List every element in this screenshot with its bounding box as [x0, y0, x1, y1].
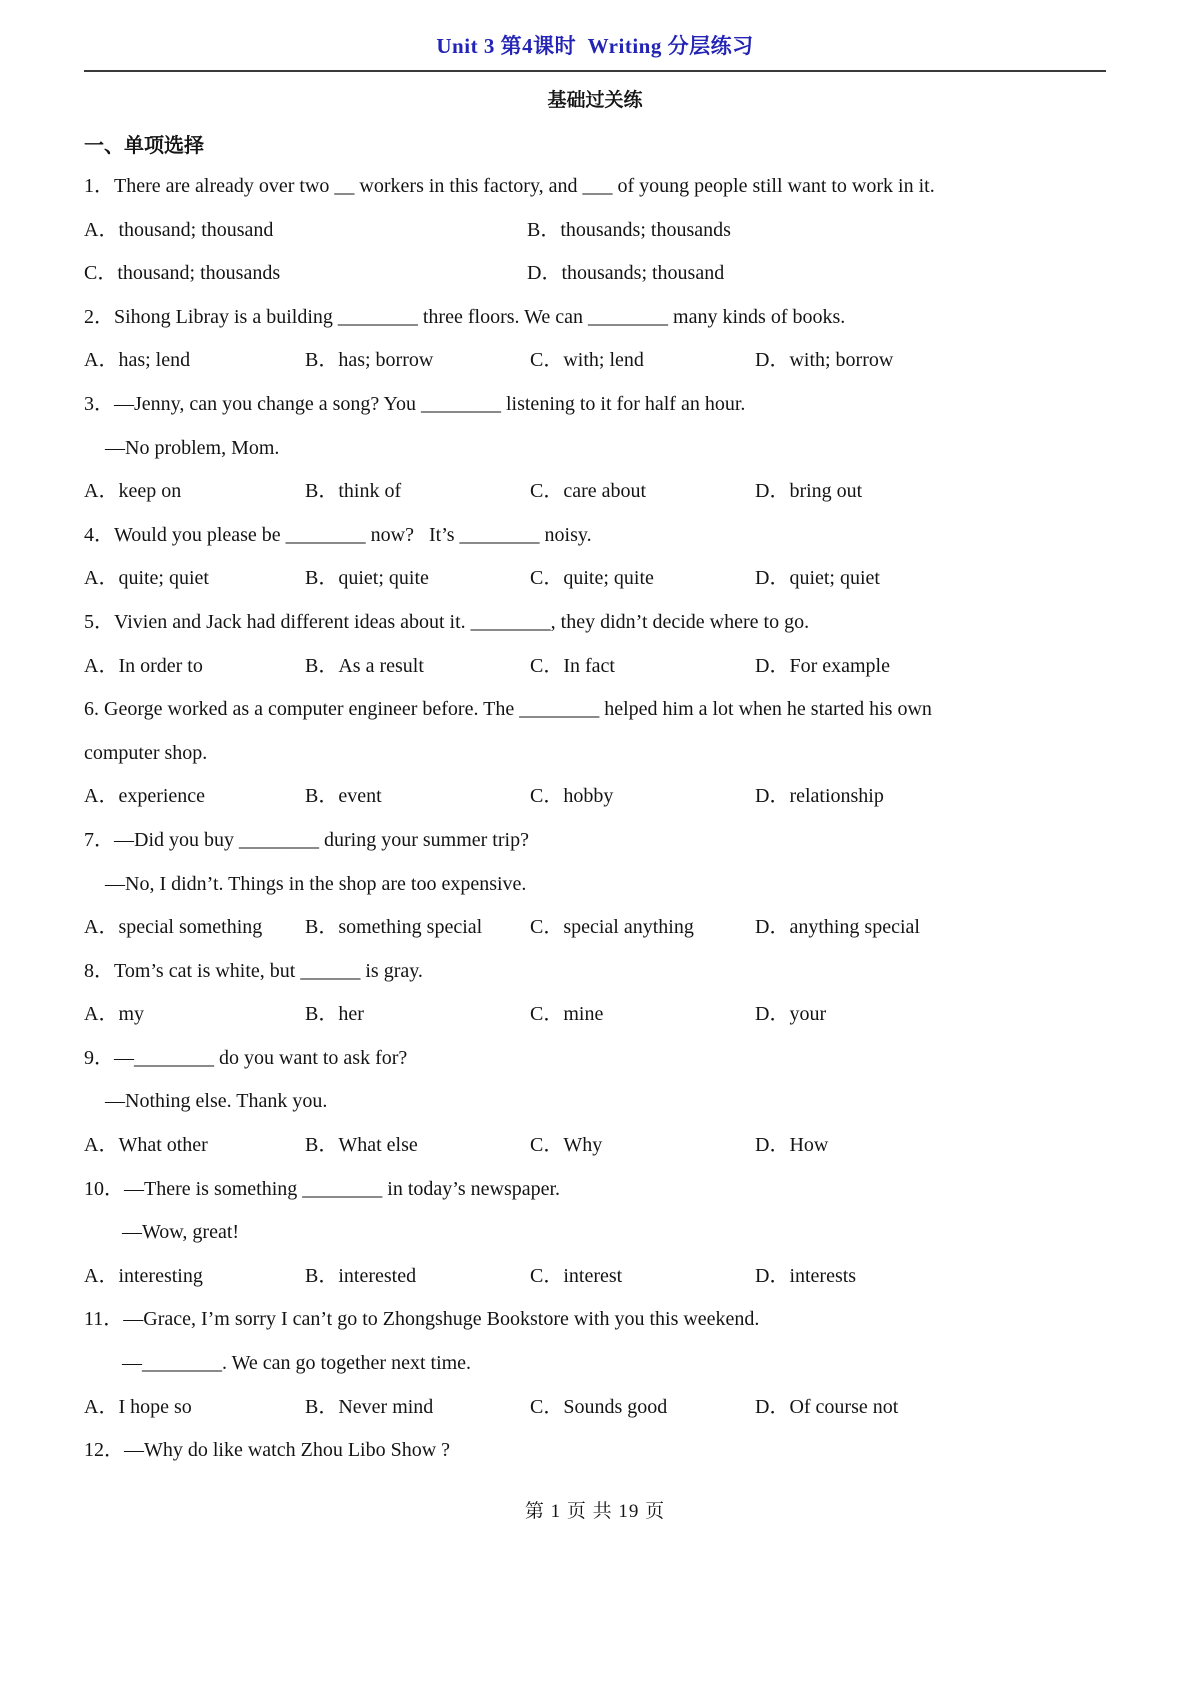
- question-2: [84, 296, 1106, 383]
- page-title: Unit 3 第4课时 Writing 分层练习: [436, 34, 754, 58]
- question-10-options: [84, 1255, 1106, 1299]
- question-10-option-B: B．interested: [305, 1264, 417, 1287]
- question-10: [84, 1168, 1106, 1299]
- question-3-line-2: —No problem, Mom.: [105, 436, 280, 459]
- section-title: 基础过关练: [547, 90, 643, 111]
- question-5-option-D: D．For example: [755, 654, 890, 677]
- question-3-option-D: D．bring out: [755, 480, 863, 503]
- question-2-option-A: A．has; lend: [84, 349, 191, 372]
- question-5-option-C: C．In fact: [530, 654, 615, 677]
- question-7-option-B: B．something special: [305, 916, 483, 939]
- question-6-options: [84, 775, 1106, 819]
- question-10-option-C: C．interest: [530, 1264, 623, 1287]
- question-1-options: [84, 209, 1106, 296]
- question-1-option-D: D．thousands; thousand: [527, 262, 725, 285]
- question-6-line-2: computer shop.: [84, 741, 208, 764]
- question-3-line-1: 3．—Jenny, can you change a song? You ________ listening to it for half an hour.: [84, 392, 746, 415]
- question-8-option-C: C．mine: [530, 1003, 604, 1026]
- question-8-option-B: B．her: [305, 1003, 364, 1026]
- question-8-option-D: D．your: [755, 1003, 827, 1026]
- question-9-line-2: —Nothing else. Thank you.: [105, 1090, 328, 1113]
- question-11-options: [84, 1386, 1106, 1430]
- question-10-line-2: —Wow, great!: [122, 1221, 240, 1244]
- question-6-line-1: 6. George worked as a computer engineer before. The ________ helped him a lot when he started his own: [84, 698, 932, 721]
- question-1-line-1: 1．There are already over two __ workers in this factory, and ___ of young people still want to work in it.: [84, 175, 935, 197]
- question-9-option-A: A．What other: [84, 1134, 208, 1157]
- question-2-option-C: C．with; lend: [530, 349, 644, 372]
- header-divider: [84, 70, 1106, 72]
- part-title: 一、单项选择: [84, 135, 204, 157]
- question-11: [84, 1298, 1106, 1429]
- question-10-option-A: A．interesting: [84, 1264, 203, 1287]
- question-9-option-C: C．Why: [530, 1134, 603, 1157]
- question-12-line-1: 12．—Why do like watch Zhou Libo Show ?: [84, 1439, 451, 1462]
- question-6-option-B: B．event: [305, 785, 382, 808]
- question-11-option-D: D．Of course not: [755, 1395, 899, 1418]
- question-6-option-A: A．experience: [84, 785, 206, 808]
- question-9: [84, 1037, 1106, 1168]
- question-3-options: [84, 470, 1106, 514]
- question-11-option-C: C．Sounds good: [530, 1395, 668, 1418]
- question-5-options: [84, 645, 1106, 689]
- question-7-line-1: 7．—Did you buy ________ during your summer trip?: [84, 828, 529, 851]
- question-list: [84, 165, 1106, 1473]
- question-9-line-1: 9．—________ do you want to ask for?: [84, 1046, 408, 1069]
- question-5: [84, 601, 1106, 688]
- question-8-line-1: 8．Tom’s cat is white, but ______ is gray.: [84, 959, 423, 982]
- question-2-options: [84, 339, 1106, 383]
- page-footer: 第 1 页 共 19 页: [524, 1501, 666, 1522]
- question-1-option-C: C．thousand; thousands: [84, 262, 281, 285]
- question-3-option-A: A．keep on: [84, 480, 182, 503]
- question-4-option-D: D．quiet; quiet: [755, 567, 880, 590]
- question-2-option-D: D．with; borrow: [755, 349, 894, 372]
- question-8-option-A: A．my: [84, 1003, 144, 1026]
- question-6-option-C: C．hobby: [530, 785, 614, 808]
- question-6-option-D: D．relationship: [755, 785, 884, 808]
- question-4-options: [84, 557, 1106, 601]
- question-9-option-D: D．How: [755, 1134, 829, 1157]
- question-11-option-A: A．I hope so: [84, 1395, 192, 1418]
- question-9-option-B: B．What else: [305, 1134, 418, 1157]
- question-4-option-B: B．quiet; quite: [305, 567, 429, 590]
- question-1-option-B: B．thousands; thousands: [527, 218, 731, 241]
- page-header: [84, 30, 1106, 72]
- question-4-line-1: 4．Would you please be ________ now? It’s ________ noisy.: [84, 523, 592, 546]
- question-7-option-D: D．anything special: [755, 916, 920, 939]
- question-6: [84, 688, 1106, 819]
- question-8: [84, 950, 1106, 1037]
- question-7-options: [84, 906, 1106, 950]
- question-3-option-B: B．think of: [305, 480, 402, 503]
- question-11-line-1: 11．—Grace, I’m sorry I can’t go to Zhongshuge Bookstore with you this weekend.: [84, 1308, 760, 1331]
- question-3: [84, 383, 1106, 514]
- question-1: [84, 165, 1106, 296]
- question-11-line-2: —________. We can go together next time.: [122, 1352, 472, 1375]
- question-7: [84, 819, 1106, 950]
- question-10-option-D: D．interests: [755, 1264, 857, 1287]
- question-9-options: [84, 1124, 1106, 1168]
- question-7-option-A: A．special something: [84, 916, 263, 939]
- question-5-line-1: 5．Vivien and Jack had different ideas about it. ________, they didn’t decide where to go.: [84, 610, 810, 633]
- question-3-option-C: C．care about: [530, 480, 647, 503]
- question-8-options: [84, 993, 1106, 1037]
- question-7-option-C: C．special anything: [530, 916, 694, 939]
- question-11-option-B: B．Never mind: [305, 1395, 434, 1418]
- question-5-option-B: B．As a result: [305, 654, 424, 677]
- question-7-line-2: —No, I didn’t. Things in the shop are too expensive.: [105, 872, 527, 895]
- question-4-option-A: A．quite; quiet: [84, 567, 209, 590]
- question-2-option-B: B．has; borrow: [305, 349, 434, 372]
- question-4-option-C: C．quite; quite: [530, 567, 654, 590]
- question-4: [84, 514, 1106, 601]
- question-10-line-1: 10．—There is something ________ in today’s newspaper.: [84, 1177, 561, 1200]
- question-12: [84, 1429, 1106, 1473]
- question-2-line-1: 2．Sihong Libray is a building ________ three floors. We can ________ many kinds of books.: [84, 305, 846, 328]
- question-5-option-A: A．In order to: [84, 654, 203, 677]
- question-1-option-A: A．thousand; thousand: [84, 218, 274, 241]
